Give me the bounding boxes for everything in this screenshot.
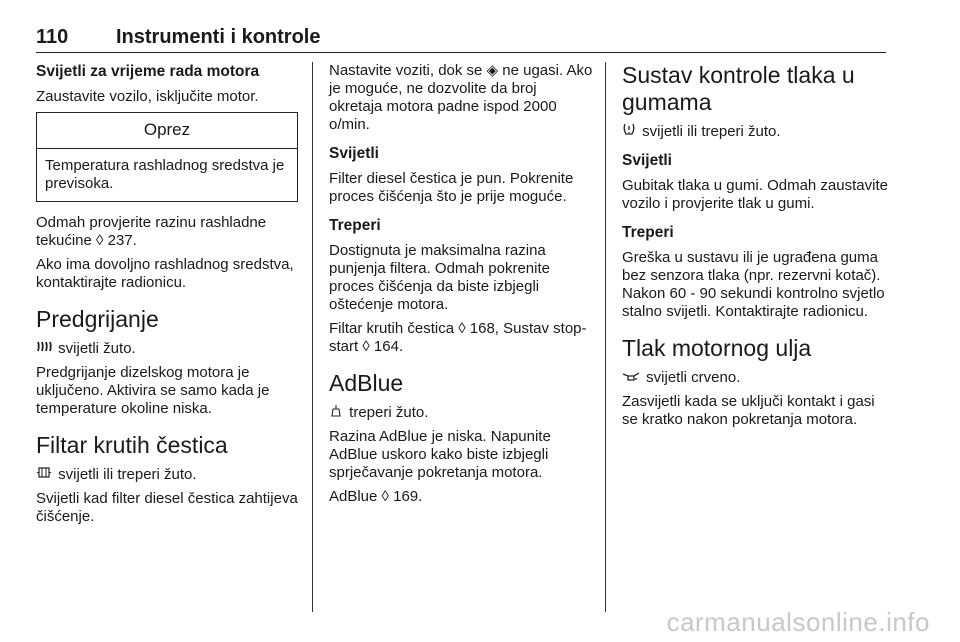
indicator-text: treperi žuto.: [349, 404, 429, 421]
caution-title: Oprez: [37, 113, 297, 149]
indicator-line: [36, 465, 298, 484]
heading-adblue: AdBlue: [329, 370, 404, 396]
indicator-text: svijetli ili treperi žuto.: [58, 466, 197, 483]
paragraph: Dostignuta je maksimalna razina punjenja filtera. Odmah pokrenite proces čišćenja da biste izbjegli oštećenje motora.: [329, 242, 550, 313]
paragraph: Nastavite voziti, dok se ◈ ne ugasi. Ako je moguće, ne dozvolite da broj okretaja motora padne ispod 2000 o/min.: [329, 62, 593, 133]
oil-can-icon: [622, 368, 640, 386]
column-2: [329, 62, 593, 512]
indicator-text: svijetli žuto.: [58, 340, 136, 357]
particle-filter-icon: [36, 465, 52, 483]
column-3: [622, 62, 888, 435]
indicator-line: [622, 122, 888, 141]
paragraph: Zasvijetli kada se uključi kontakt i gasi se kratko nakon pokretanja motora.: [622, 393, 875, 428]
heading-tyre-pressure: Sustav kontrole tlaka u gumama: [622, 62, 855, 115]
tyre-pressure-icon: [622, 122, 636, 140]
column-1: [36, 62, 298, 532]
subheading-svijetli: Svijetli: [329, 145, 379, 162]
paragraph: Gubitak tlaka u gumi. Odmah zaustavite vozilo i provjerite tlak u gumi.: [622, 177, 888, 212]
caution-box: [36, 112, 298, 202]
glow-plug-icon: [36, 339, 52, 357]
column-divider: [605, 62, 606, 612]
column-divider: [312, 62, 313, 612]
caution-text: Temperatura rashladnog sredstva je previsoka.: [45, 157, 285, 192]
indicator-line: [329, 403, 593, 422]
paragraph: AdBlue ◊ 169.: [329, 488, 423, 505]
paragraph: Ako ima dovoljno rashladnog sredstva, kontaktirajte radionicu.: [36, 256, 294, 291]
section-title: Svijetli za vrijeme rada motora: [36, 63, 260, 80]
heading-filtar: Filtar krutih čestica: [36, 432, 228, 458]
caution-body: [37, 149, 297, 201]
paragraph: Zaustavite vozilo, isključite motor.: [36, 88, 259, 105]
chapter-title: Instrumenti i kontrole: [116, 26, 321, 48]
heading-predgrijanje: Predgrijanje: [36, 306, 159, 332]
paragraph: Greška u sustavu ili je ugrađena guma bez senzora tlaka (npr. rezervni kotač). Nakon 60 - 90 sekundi kontrolno svjetlo stalno svijetli. Kontaktirajte radionicu.: [622, 249, 885, 320]
indicator-line: [36, 339, 298, 358]
subheading-treperi: Treperi: [622, 224, 674, 241]
indicator-text: svijetli ili treperi žuto.: [642, 123, 781, 140]
indicator-text: svijetli crveno.: [646, 369, 741, 386]
paragraph: Odmah provjerite razinu rashladne tekućine ◊ 237.: [36, 214, 267, 249]
adblue-icon: [329, 403, 343, 421]
page-header: [36, 26, 886, 53]
page-number: 110: [36, 26, 69, 48]
paragraph: Predgrijanje dizelskog motora je uključeno. Aktivira se samo kada je temperature okoline niska.: [36, 364, 270, 417]
paragraph: Filtar krutih čestica ◊ 168, Sustav stop-start ◊ 164.: [329, 320, 587, 355]
paragraph: Razina AdBlue je niska. Napunite AdBlue uskoro kako biste izbjegli sprječavanje pokretanja motora.: [329, 428, 551, 481]
heading-oil-pressure: Tlak motornog ulja: [622, 335, 812, 361]
watermark: carmanualsonline.info: [666, 607, 930, 637]
paragraph: Filter diesel čestica je pun. Pokrenite proces čišćenja što je prije moguće.: [329, 170, 574, 205]
paragraph: Svijetli kad filter diesel čestica zahtijeva čišćenje.: [36, 490, 298, 525]
indicator-line: [622, 368, 888, 387]
subheading-svijetli: Svijetli: [622, 152, 672, 169]
subheading-treperi: Treperi: [329, 217, 381, 234]
